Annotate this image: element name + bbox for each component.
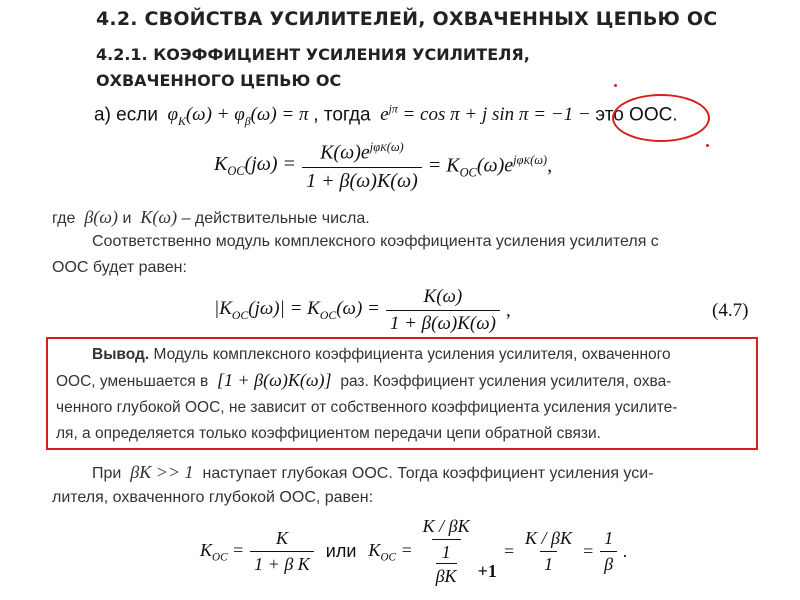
paragraph-line-1: Соответственно модуль комплексного коэффициента усиления усилителя с xyxy=(92,233,659,250)
conclusion-line-2 xyxy=(56,370,671,391)
equation-deep-feedback: $K_{OC}$ = $\frac{K}{\text{1 + β K}}$ или $K_{OC}$ = K / βK 1 βK +1 = $\frac{K / \beta K}{1}$ = $\frac{1}{\beta}$ . xyxy=(200,516,628,586)
condition-result: это ООС. xyxy=(595,104,678,126)
conclusion-line2-end: раз. Коэффициент усиления усилителя, охва- xyxy=(340,373,672,390)
subsection-heading-line1: 4.2.1. КОЭФФИЦИЕНТ УСИЛЕНИЯ УСИЛИТЕЛЯ, xyxy=(96,45,530,64)
eq47-lhs: $|K_{OC}(j\omega)| = K_{OC}(\omega)$ = xyxy=(214,298,380,322)
conclusion-line1-text: Модуль комплексного коэффициента усиления усилителя, охваченного xyxy=(149,346,671,363)
eq3-fraction-1: $\frac{K}{\text{1 + β K}}$ xyxy=(250,528,314,575)
highlight-ellipse xyxy=(612,94,710,142)
eq-fraction: $\frac{K(\omega)e^{j\varphi K(\omega)}}{1 + \beta(\omega)K(\omega)}$ xyxy=(302,140,422,193)
eq3-lhs-2: $K_{OC}$ = xyxy=(368,539,413,564)
eq3-fraction-3: $\frac{K / \beta K}{1}$ xyxy=(525,528,572,574)
euler-formula: $e^{j\pi} = \cos \pi + j$ sin π = −1 − xyxy=(375,103,591,126)
eq3-fraction-4: $\frac{1}{\beta}$ xyxy=(600,528,617,575)
deep-fb-condition: βK >> 1 xyxy=(125,462,199,482)
red-dot xyxy=(614,84,617,87)
condition-then: , тогда xyxy=(313,104,371,126)
paragraph-line-2: ООС будет равен: xyxy=(52,259,187,276)
subsection-heading xyxy=(96,42,530,94)
conclusion-line2-start: ООС, уменьшается в xyxy=(56,373,209,390)
eq3-or: или xyxy=(325,541,357,561)
eq-rhs: = $K_{OC}(\omega)e^{j\varphi K(\omega)}$, xyxy=(427,152,553,180)
deep-feedback-line-2: лителя, охваченного глубокой ООС, равен: xyxy=(52,489,374,506)
eq-lhs: $K_{OC}(j\omega)$ = xyxy=(214,153,297,179)
eq3-fraction-2: K / βK 1 βK xyxy=(422,516,470,586)
subsection-heading-line2: ОХВАЧЕННОГО ЦЕПЬЮ ОС xyxy=(96,71,342,90)
where-and: и xyxy=(122,210,132,227)
conclusion-line-4: ля, а определяется только коэффициентом передачи цепи обратной связи. xyxy=(56,425,601,442)
deep-feedback-line-1 xyxy=(92,462,654,483)
k-symbol: K(ω) xyxy=(135,207,182,227)
deep-fb-end: наступает глубокая ООС. Тогда коэффициент усиления уси- xyxy=(202,465,654,482)
beta-symbol: β(ω) xyxy=(79,207,123,227)
equation-number: (4.7) xyxy=(712,300,749,321)
conclusion-line-3: ченного глубокой ООС, не зависит от собственного коэффициента усиления усилите- xyxy=(56,399,678,416)
eq3-lhs: $K_{OC}$ = xyxy=(200,539,245,564)
eq47-fraction: $\frac{K(\omega)}{1 + \beta(\omega)K(\omega)}$ xyxy=(386,286,500,335)
equation-4-7: $|K_{OC}(j\omega)| = K_{OC}(\omega)$ = $\frac{K(\omega)}{1 + \beta(\omega)K(\omega)}$ , xyxy=(214,286,511,334)
equation-closed-loop-gain xyxy=(214,140,552,193)
deep-fb-start: При xyxy=(92,465,122,482)
red-dot xyxy=(706,144,709,147)
where-line xyxy=(52,207,370,228)
condition-line xyxy=(94,103,678,129)
where-prefix: где xyxy=(52,210,76,227)
conclusion-label: Вывод. xyxy=(92,346,150,363)
condition-prefix: а) если xyxy=(94,104,158,126)
phase-condition-formula: $\varphi_K(\omega) + \varphi_\beta(\omega) = \pi$ xyxy=(162,104,309,129)
section-heading: 4.2. СВОЙСТВА УСИЛИТЕЛЕЙ, ОХВАЧЕННЫХ ЦЕПЬЮ ОС xyxy=(96,8,718,30)
conclusion-line-1 xyxy=(92,346,671,364)
where-text: – действительные числа. xyxy=(181,210,370,227)
reduction-factor-formula: [1 + β(ω)K(ω)] xyxy=(212,370,337,390)
eq3-plus-one: +1 xyxy=(477,561,497,581)
